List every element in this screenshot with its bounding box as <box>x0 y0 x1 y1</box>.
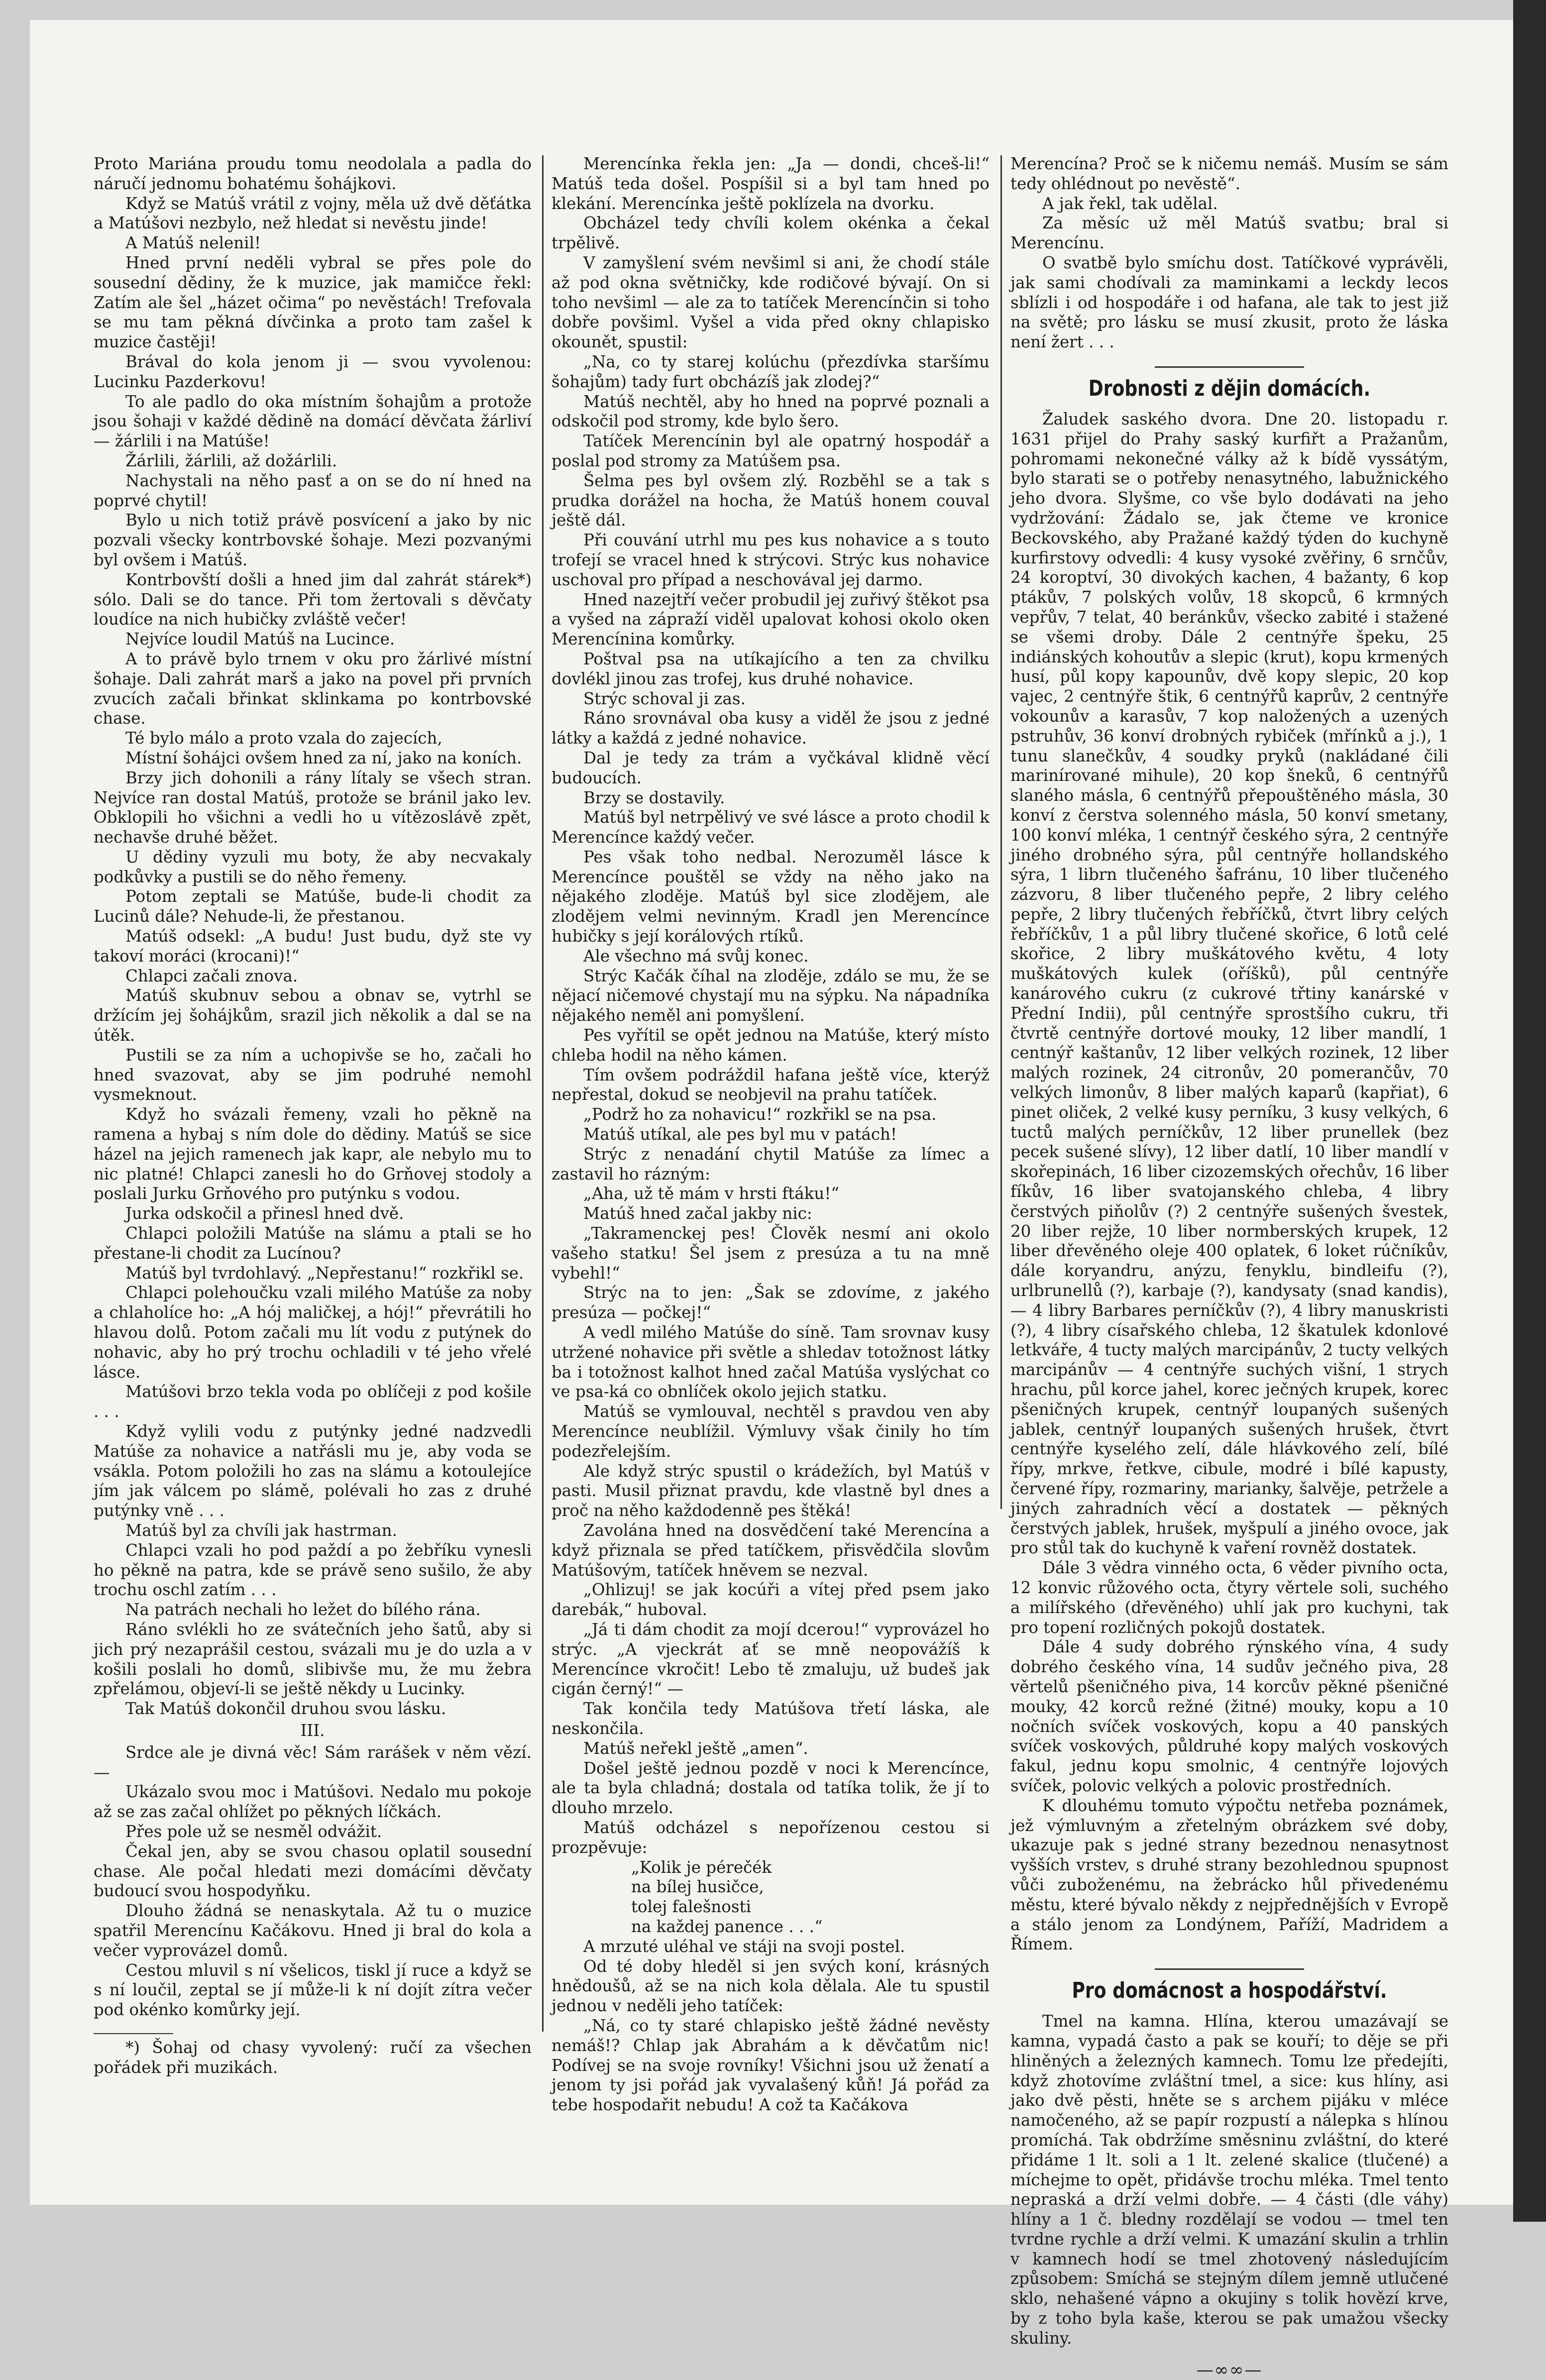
paragraph: Když se Matúš vrátil z vojny, měla už dvě děťátka a Matúšovi nezbylo, než hledat si nevěstu jinde! <box>94 194 532 233</box>
paragraph: Šelma pes byl ovšem zlý. Rozběhl se a tak s prudka dorážel na hocha, že Matúš honem couval ještě dál. <box>552 471 990 530</box>
paragraph: Žárlili, žárlili, až dožárlili. <box>125 451 337 470</box>
paragraph: Tím ovšem podráždil hafana ještě více, kterýž nepřestal, dokud se neobjevil na prahu tatíček. <box>552 1065 990 1104</box>
paragraph: „Ná, co ty staré chlapisko ještě žádné nevěsty nemáš!? Chlap jak Abrahám a k děvčatům nic! Podívej se na svoje rovníky! Všichni jsou už ženatí a jenom ty jsi pořád jak vyvalašený kůň! Já pořád za tebe hospodařit nebudu! A což ta Kačákova <box>552 2016 990 2115</box>
paragraph: Strýc schoval ji zas. <box>583 689 746 708</box>
column-rule-1 <box>542 155 544 2032</box>
paragraph: Strýc na to jen: „Šak se zdovíme, z jakého presúza — počkej!“ <box>552 1283 990 1322</box>
section-heading-household: Pro domácnost a hospodářství. <box>1072 1978 1387 2004</box>
paragraph: Ale když strýc spustil o krádežích, byl Matúš v pasti. Musil přiznat pravdu, kde vlastně byl dnes a proč na něho každodenně pes štěká! <box>552 1461 990 1520</box>
paragraph: Nejvíce loudil Matúš na Lucince. <box>125 630 395 649</box>
paragraph: Zavolána hned na dosvědčení také Merencína a když přiznala se před tatíčkem, přisvědčila slovům Matúšovým, tatíček hněvem se nezval. <box>552 1520 990 1580</box>
paragraph: A jak řekl, tak udělal. <box>1042 194 1218 213</box>
newspaper-page <box>30 20 1513 2380</box>
poem-line: na bílej husičce, <box>631 1877 764 1897</box>
paragraph: A Matúš nelenil! <box>125 233 261 253</box>
paragraph: Místní šohájci ovšem hned za ní, jako na koních. <box>125 748 522 767</box>
paragraph: Ale všechno má svůj konec. <box>583 946 809 966</box>
paragraph: K dlouhému tomuto výpočtu netřeba poznámek, jež výmluvným a zřetelným obrázkem své doby, ukazuje pak s jedné strany bezednou nenasytnost vyšších vrstev, s druhé strany bezohlednou spupnost vůči zuboženému, na žebrácko hůl přivedenému městu, které bývalo někdy z nejpřednějších v Evropě a stálo jenom za Londýnem, Paříží, Madridem a Římem. <box>1010 1796 1448 1954</box>
paragraph: Za měsíc už měl Matúš svatbu; bral si Merencínu. <box>1010 214 1448 253</box>
footnote: *) Šohaj od chasy vyvolený: ručí za všechen pořádek při muzikách. <box>94 2038 532 2077</box>
paragraph: Jurka odskočil a přinesl hned dvě. <box>125 1204 404 1223</box>
paragraph: „Aha, už tě mám v hrsti ftáku!“ <box>583 1184 840 1203</box>
paragraph: Bylo u nich totiž právě posvícení a jako by nic pozvali všecky kontrbovské šohaje. Mezi pozvanými byl ovšem i Matúš. <box>94 511 532 569</box>
paragraph: Srdce ale je divná věc! Sám rarášek v něm vězí. — <box>94 1742 532 1782</box>
paragraph: Ráno svlékli ho ze svátečních jeho šatů, aby si jich prý nezaprášil cestou, svázali mu je do uzla a v košili poslali ho domů, slibivše mu, že mu žebra zpřelámou, objeví-li se ještě někdy u Lucinky. <box>94 1620 532 1699</box>
paragraph: „Na, co ty starej kolúchu (přezdívka staršímu šohajům) tady furt obcházíš jak zlodej?“ <box>552 352 990 391</box>
paragraph: Matúš se vymlouval, nechtěl s pravdou ven aby Merencínce neublížil. Výmluvy však činily ho tím podezřelejším. <box>552 1402 990 1461</box>
paragraph: Matúš utíkal, ale pes byl mu v patách! <box>583 1125 897 1144</box>
paragraph: Merencína? Proč se k ničemu nemáš. Musím se sám tedy ohlédnout po nevěstě“. <box>1010 154 1448 193</box>
paragraph: Od té doby hleděl si jen svých koní, krásných hnědoušů, až se na nich kola dělala. Ale tu spustil jednou v neděli jeho tatíček: <box>552 1956 990 2016</box>
paragraph: „Podrž ho za nohavicu!“ rozkřikl se na psa. <box>583 1105 937 1124</box>
paragraph: Matúš hned začal jakby nic: <box>583 1204 812 1223</box>
paragraph: Matúš byl tvrdohlavý. „Nepřestanu!“ rozkřikl se. <box>125 1263 524 1283</box>
paragraph: Když vylili vodu z putýnky jedné nadzvedli Matúše za nohavice a natřásli mu je, aby voda se vsákla. Potom položili ho zas na slámu a kotoulejíce jím jak válcem po slámě, polévali ho zas z druhé putýnky vně . . . <box>94 1422 532 1520</box>
paragraph: Přes pole už se nesměl odvážit. <box>125 1822 382 1841</box>
paragraph: Nachystali na něho pasť a on se do ní hned na poprvé chytil! <box>94 471 532 510</box>
paragraph: Chlapci polehoučku vzali milého Matúše za noby a chlaholíce ho: „A hój maličkej, a hój!“ převrátili ho hlavou dolů. Potom začali mu lít vodu z putýnek do nohavic, aby ho prý trochu ochladili v té jeho vřelé lásce. <box>94 1283 532 1382</box>
poem-line: na každej panence . . .“ <box>631 1917 823 1936</box>
paragraph: Žaludek saského dvora. Dne 20. listopadu r. 1631 přijel do Prahy saský kurfiřt a Pražanům, pohromami nekonečné války až k bídě vyssátým, bylo starati se o potřeby nenasytného, labužnického jeho dvora. Slyšme, co vše bylo dodávati na jeho vydržování: Žádalo se, jak čteme ve kronice Beckovského, aby Pražané každý týden do kuchyně kurfirstovy odvedli: 4 kusy vysoké zvěřiny, 6 srnčův, 24 koroptví, 30 divokých kachen, 4 bažanty, 6 kop ptákův, 7 polských volův, 18 skopců, 6 krmných vepřův, 7 telat, 40 beránkův, všecko zabité i stažené se všemi droby. Dále 2 centnýře špeku, 25 indiánských kohoutův a slepic (krut), kopu krmených husí, půl kopy kapounův, dvě kopy slepic, 20 kop vajec, 2 centnýře štik, 6 centnýřů kaprův, 2 centnýře vokounův a karasův, 7 kop naložených a uzených pstruhův, 36 konví drobných rybiček (mřínků a j.), 1 tunu slanečkův, 4 soudky pryků (nakládané čili marinírované mihule), 20 kop šneků, 6 centnýřů slaného másla, 6 centnýřů přepouštěného másla, 30 konví z čerstva solenného másla, 50 konví smetany, 100 konví mléka, 1 centnýř českého sýra, 2 centnýře jiného drobného sýra, půl centnýře hollandského sýra, 1 librn tlučeného šafránu, 10 liber tlučeného zázvoru, 8 liber tlučeného pepře, 2 libry celého pepře, 2 libry tlučených řebříčků, čtvrt libry celých řebříčkův, 1 a půl libry tlučené skořice, 6 lotů celé skořice, 2 libry muškátového květu, 4 loty muškátových kulek (oříšků), půl centnýře kanárového cukru (z cukrové třtiny kanárské v Přední Indii), půl centnýře sprostšího cukru, tři čtvrtě centnýře dortové mouky, 12 liber mandlí, 1 centnýř kaštanův, 12 liber velkých rozinek, 12 liber malých rozinek, 24 citronův, 20 pomerančův, 70 velkých limonův, 8 liber malých kaparů (kapřiat), 6 pinet oliček, 2 velké kusy perníku, 3 kusy velkých, 6 tuctů malých perníčkův, 12 liber prunellek (bez pecek sušené slívy), 12 liber datlí, 10 liber mandlí v skořepinách, 16 liber cizozemských ořechův, 16 liber fíkův, 16 liber svatojanského chleba, 4 libry čerstvých piňolův (?) 2 centnýře sušených švestek, 20 liber rejže, 10 liber normberských krupek, 12 liber dřevěného oleje 400 oplatek, 6 loket rúčníkův, dále koryandru, anýzu, fenyklu, bindleifu (?), urlbrunellů (?), karbaje (?), kandysaty (snad kandis), — 4 libry Barbares perníčkův (?), 4 libry manuskristi (?), 4 libry císařského chleba, 12 škatulek kdonlové letkváře, 4 tucty malých marcipánův, 2 tucty velkých marcipánův — 4 centnýře suchých višní, 1 strych hrachu, půl korce jahel, korec ječných krupek, korec pšeničných krupek, centnýř loupaných sušených jablek, centnýř loupaných sušených hrušek, čtvrt centnýře kyselého zelí, dále hlávkového zelí, bílé řípy, mrkve, řetkve, cibule, modré i bílé kapusty, červené řípy, rozmariny, marianky, šalvěje, petržele a jiných zahradních věcí a dostatek — pěkných čerstvých jablek, hrušek, myšpulí a jiného ovoce, jak pro stůl tak do kuchyně k vaření rovněž dostatek. <box>1010 409 1448 1558</box>
paragraph: Když ho svázali řemeny, vzali ho pěkně na ramena a hybaj s ním dole do dědiny. Matúš se sice házel na jejich ramenech jak kapr, ale nebylo mu to nic platné! Chlapci zanesli ho do Grňovej stodoly a poslali Jurku Grňového pro putýnku s vodou. <box>94 1105 532 1203</box>
paragraph: Kontrbovští došli a hned jim dal zahrát stárek*) sólo. Dali se do tance. Při tom žertovali s děvčaty loudíce na nich hubičky zvláště večer! <box>94 570 532 629</box>
paragraph: Chlapci začali znova. <box>125 966 298 985</box>
paragraph: U dědiny vyzuli mu boty, že aby necvakaly podkůvky a pustili se do něho řemeny. <box>94 847 532 886</box>
paragraph: O svatbě bylo smíchu dost. Tatíčkové vyprávěli, jak sami chodívali za maminkami a leckdy lecos sblízli i od hospodáře i od hafana, ale tak to jest již na světě; pro lásku se musí zkusit, proto že láska není žert . . . <box>1010 253 1448 352</box>
paragraph: Hned nazejtří večer probudil jej zuřivý štěkot psa a vyšed na zápraží viděl upalovat kohosi okolo oken Merencínina komůrky. <box>552 590 990 649</box>
paragraph: Ukázalo svou moc i Matúšovi. Nedalo mu pokoje až se zas začal ohlížet po pěkných líčkách. <box>94 1782 532 1822</box>
paragraph: Cestou mluvil s ní všelicos, tiskl jí ruce a když se s ní loučil, zeptal se jí může-li k ní dojít zítra večer pod okénko komůrky její. <box>94 1960 532 2020</box>
poem-line: „Kolik je pérečék <box>631 1857 772 1877</box>
poem-line: tolej falešnosti <box>631 1897 752 1917</box>
paragraph: Pes však toho nedbal. Nerozuměl lásce k Merencínce pouštěl se vždy na něho jako na nějakého zloděje. Matúš byl sice zlodějem, ale zlodějem velmi nevinným. Kradl jen Merencínce hubičky s její korálových rtíků. <box>552 847 990 946</box>
paragraph: Potom zeptali se Matúše, bude-li chodit za Lucinů dále? Nehude-li, že přestanou. <box>94 887 532 926</box>
paragraph: Chlapci vzali ho pod paždí a po žebříku vynesli ho pěkně na patra, kde se právě seno sušilo, že aby trochu oschl zatím . . . <box>94 1540 532 1600</box>
section-number: III. <box>300 1721 325 1740</box>
paragraph: Strýc z nenadání chytil Matúše za límec a zastavil ho rázným: <box>552 1144 990 1184</box>
paragraph: „Ohlizuj! se jak kocúři a vítej před psem jako darebák,“ huboval. <box>552 1580 990 1620</box>
paragraph: Té bylo málo a proto vzala do zajecích, <box>125 729 442 748</box>
paragraph: Tak Matúš dokončil druhou svou lásku. <box>125 1699 446 1719</box>
paragraph: A vedl milého Matúše do síně. Tam srovnav kusy utržené nohavice při světle a shledav totožnost látky ba i totožnost kalhot hned začal Matúša vyslýchat co ve psa-ká co obnlíček okolo jejich statku. <box>552 1323 990 1402</box>
paragraph: Hned první neděli vybral se přes pole do sousední dědiny, že k muzice, jak mamičce řekl: Zatím ale šel „házet očima“ po nevěstách! Trefovala se mu tam pěkná dívčinka a proto tam zašel k muzice častěji! <box>94 253 532 352</box>
paragraph: Brával do kola jenom ji — svou vyvolenou: Lucinku Pazderkovu! <box>94 352 532 391</box>
paragraph: Poštval psa na utíkajícího a ten za chvilku dovlékl jinou zas trofej, kus druhé nohavice. <box>552 649 990 688</box>
paragraph: „Takramenckej pes! Člověk nesmí ani okolo vašeho statku! Šel jsem z presúza a tu na mně vybehl!“ <box>552 1224 990 1283</box>
paragraph: Matúšovi brzo tekla voda po oblíčeji z pod košile . . . <box>94 1382 532 1421</box>
paragraph: Brzy se dostavily. <box>583 788 725 807</box>
paragraph: Došel ještě jednou pozdě v noci k Merencínce, ale ta byla chladná; dostala od tatíka tolik, že jí to dlouho mrzelo. <box>552 1758 990 1818</box>
paragraph: Tatíček Merencínin byl ale opatrný hospodář a poslal pod stromy za Matúšem psa. <box>552 432 990 470</box>
column-3 <box>1010 154 1448 2380</box>
paragraph: Strýc Kačák číhal na zloděje, zdálo se mu, že se nějací ničemové chystají mu na sýpku. Na nápadníka nějakého neměl ani pomyšlení. <box>552 966 990 1025</box>
section-divider <box>1155 1968 1304 1970</box>
paragraph: Tmel na kamna. Hlína, kterou umazávají se kamna, vypadá často a pak se kouří; to děje se při hliněných a železných kamnech. Tomu lze předejíti, když zhotovíme zvláštní tmel, a sice: kus hlíny, asi jako dvě pěsti, hněte se s archem pijáku v mléce namočeného, až se papír rozpustí a nálepka s hlínou promíchá. Tak obdržíme směsninu zvláštní, do které přidáme 1 lt. soli a 1 lt. zelené skalice (tlučené) a míchejme to opět, přidávše trochu mléka. Tmel tento nepraská a drží velmi dobře. — 4 části (dle váhy) hlíny a 1 č. bledny rozdělají se vodou — tmel ten tvrdne rychle a drží velmi. K umazání skulin a trhlin v kamnech hodí se tmel zhotovený následujícím způsobem: Smíchá se stejným dílem jemně utlučené sklo, nehašené vápno a okujiny s tolik hovězí krve, by z toho byla kaše, kterou se pak umažou všecky skuliny. <box>1010 2012 1448 2348</box>
scan-edge <box>1513 0 1546 2222</box>
end-ornament: —∞⁠∞— <box>1196 2360 1263 2380</box>
paragraph: Matúš neřekl ještě „amen“. <box>583 1738 808 1758</box>
paragraph: Proto Mariána proudu tomu neodolala a padla do náručí jednomu bohatému šohájkovi. <box>94 154 532 193</box>
paragraph: Merencínka řekla jen: „Ja — dondi, chceš-li!“ Matúš teda došel. Pospíšil si a byl tam hned po klekání. Merencínka ještě poklízela na dvorku. <box>552 154 990 213</box>
paragraph: Brzy jich dohonili a rány lítaly se všech stran. Nejvíce ran dostal Matúš, protože se bránil jako lev. Obklopili ho všichni a vedli ho u vítězoslávě zpět, nechavše druhé běžet. <box>94 768 532 847</box>
paragraph: Matúš odcházel s nepořízenou cestou si prozpěvuje: <box>552 1818 990 1857</box>
paragraph: A to právě bylo trnem v oku pro žárlivé místní šohaje. Dali zahrát marš a jako na povel při prvních zvucích začali břinkat sklinkama po kontrbovské chase. <box>94 649 532 728</box>
column-1 <box>94 154 532 2078</box>
paragraph: Při couvání utrhl mu pes kus nohavice a s touto trofejí se vracel hned k strýcovi. Strýc kus nohavice uschoval pro případ a neschovával jej darmo. <box>552 531 990 589</box>
paragraph: Obcházel tedy chvíli kolem okénka a čekal trpělivě. <box>552 214 990 253</box>
section-heading-history: Drobnosti z dějin domácích. <box>1088 375 1371 401</box>
paragraph: Matúš skubnuv sebou a obnav se, vytrhl se držícím jej šohájkům, srazil jich několik a dal se na útěk. <box>94 986 532 1045</box>
paragraph: Dále 4 sudy dobrého rýnského vína, 4 sudy dobrého českého vína, 14 sudův ječného piva, 28 věrtelů pšeničného piva, 14 korcův pěkné pšeničné mouky, 42 korců režné (žitné) mouky, kopu a 10 nočních svíček voskových, kopu a 40 panských svíček voskových, půldruhé kopy malých voskových fakul, jednu kopu smolnic, 4 centnýře lojových svíček, polovic velkých a polovic prostředních. <box>1010 1637 1448 1795</box>
paragraph: Ráno srovnával oba kusy a viděl že jsou z jedné látky a každá z jedné nohavice. <box>552 709 990 748</box>
paragraph: Chlapci položili Matúše na slámu a ptali se ho přestane-li chodit za Lucínou? <box>94 1224 532 1263</box>
paragraph: To ale padlo do oka místním šohajům a protože jsou šohaji v každé dědině na domácí děvčata žárliví — žárlili i na Matúše! <box>94 392 532 451</box>
paragraph: Dal je tedy za trám a vyčkával klidně věcí budoucích. <box>552 748 990 787</box>
paragraph: Matúš odsekl: „A budu! Just budu, dyž ste vy takoví moráci (krocani)!“ <box>94 927 532 966</box>
section-divider <box>1155 366 1304 368</box>
paragraph: Na patrách nechali ho ležet do bílého rána. <box>125 1600 481 1620</box>
paragraph: Čekal jen, aby se svou chasou oplatil sousední chase. Ale počal hledati mezi domácími děvčaty budoucí svou hospodyňku. <box>94 1841 532 1901</box>
column-2 <box>552 154 990 2115</box>
footnote-rule <box>94 2033 173 2034</box>
paragraph: Matúš byl za chvíli jak hastrman. <box>125 1520 397 1540</box>
paragraph: „Já ti dám chodit za mojí dcerou!“ vyprovázel ho strýc. „A vjeckrát ať se mně neopovážíš k Merencínce vkročit! Lebo tě zmaluju, už budeš jak cigán černý!“ — <box>552 1620 990 1699</box>
paragraph: Matúš nechtěl, aby ho hned na poprvé poznali a odskočil pod stromy, kde bylo šero. <box>552 392 990 431</box>
paragraph: Tak končila tedy Matúšova třetí láska, ale neskončila. <box>552 1699 990 1738</box>
paragraph: Matúš byl netrpělivý ve své lásce a proto chodil k Merencínce každý večer. <box>552 808 990 847</box>
paragraph: A mrzuté uléhal ve stáji na svoji postel. <box>583 1937 905 1956</box>
paragraph: Dále 3 vědra vinného octa, 6 věder pivního octa, 12 konvic růžového octa, čtyry věrtele soli, suchého a milířského (dřevěného) uhlí jak pro kuchyni, tak pro topení rozličných pokojů dostatek. <box>1010 1558 1448 1637</box>
column-rule-2 <box>1000 155 1002 1509</box>
paragraph: Pustili se za ním a uchopivše se ho, začali ho hned svazovat, aby se jim podruhé nemohl vysmeknout. <box>94 1045 532 1104</box>
paragraph: V zamyšlení svém nevšiml si ani, že chodí stále až pod okna světničky, kde rodičové bývají. On si toho nevšiml — ale za to tatíček Merencínčin si toho dobře povšiml. Vyšel a vida před okny chlapisko okounět, spustil: <box>552 253 990 352</box>
paragraph: Pes vyřítil se opět jednou na Matúše, který místo chleba hodil na něho kámen. <box>552 1026 990 1065</box>
paragraph: Dlouho žádná se nenaskytala. Až tu o muzice spatřil Merencínu Kačákovu. Hned ji bral do kola a večer vyprovázel domů. <box>94 1901 532 1960</box>
